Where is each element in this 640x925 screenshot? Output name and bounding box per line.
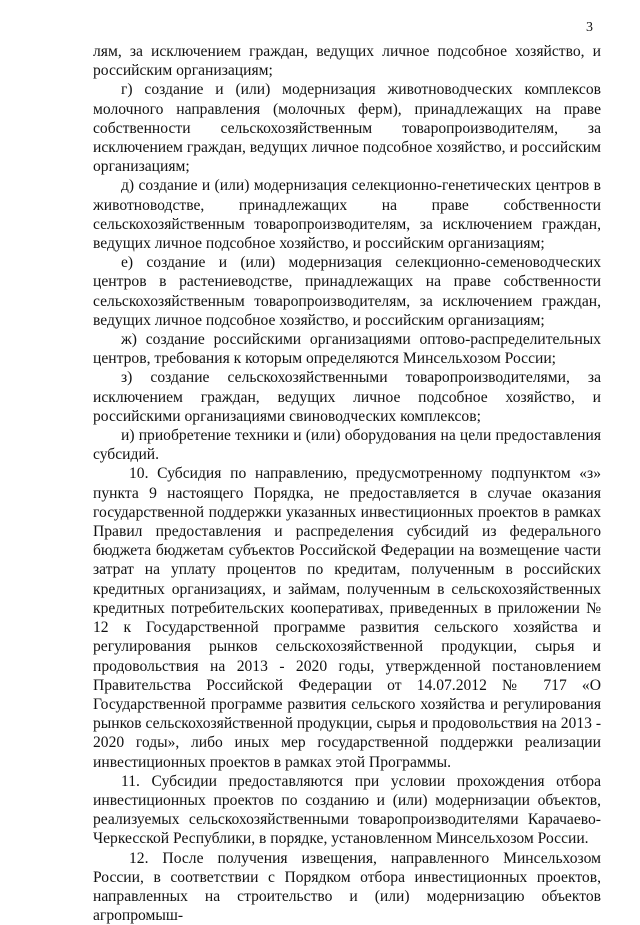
paragraph-item-z: з) создание сельскохозяйственными товаропроизводителями, за исключением граждан, ведущих личное подсобное хозяйство, и российскими организациями свиноводческих комплексов; xyxy=(93,369,601,425)
paragraph-10: 10. Субсидия по направлению, предусмотренному подпунктом «з» пункта 9 настоящего Порядка, не предоставляется в случае оказания государственной поддержки указанных инвестиционных проектов в рамках Правил предоставления и распределения субсидий из федерального бюджета бюджетам субъектов Российской Федерации на возмещение части затрат на уплату процентов по кредитам, полученным в российских кредитных организациях, и займам, полученным в сельскохозяйственных кредитных потребительских кооперативах, приведенных в приложении № 12 к Государственной программе развития сельского хозяйства и регулирования рынков сельскохозяйственной продукции, сырья и продовольствия на 2013 - 2020 годы, утвержденной постановлением Правительства Российской Федерации от 14.07.2012 № 717 «О Государственной программе развития сельского хозяйства и регулирования рынков сельскохозяйственной продукции, сырья и продовольствия на 2013 - 2020 годы», либо иных мер государственной поддержки реализации инвестиционных проектов в рамках этой Программы. xyxy=(93,465,602,771)
paragraph-item-e: е) создание и (или) модернизация селекционно-семеноводческих центров в растениеводстве, принадлежащих на праве собственности сельскохозяйственным товаропроизводителям, за исключением граждан, ведущих личное подсобное хозяйство, и российским организациям; xyxy=(93,254,601,329)
paragraph-11: 11. Субсидии предоставляются при условии прохождения отбора инвестиционных проектов по созданию и (или) модернизации объектов, реализуемых сельскохозяйственными товаропроизводителями Карачаево-Черкесской Республики, в порядке, установленном Минсельхозом России. xyxy=(93,772,601,848)
paragraph-continuation: лям, за исключением граждан, ведущих личное подсобное хозяйство, и российским организациям; xyxy=(93,43,601,80)
paragraph-item-zh: ж) создание российскими организациями оптово-распределительных центров, требования к которым определяются Минсельхозом России; xyxy=(93,331,601,368)
page-number: 3 xyxy=(586,20,593,35)
paragraph-12: 12. После получения извещения, направленного Минсельхозом России, в соответствии с Порядком отбора инвестиционных проектов, направленных на строительство и (или) модернизацию объектов агропромыш- xyxy=(93,849,601,925)
paragraph-item-g: г) создание и (или) модернизация животноводческих комплексов молочного направления (молочных ферм), принадлежащих на праве собственности сельскохозяйственным товаропроизводителям, за исключением граждан, ведущих личное подсобное хозяйство, и российским организациям; xyxy=(93,81,601,176)
paragraph-item-i: и) приобретение техники и (или) оборудования на цели предоставления субсидий. xyxy=(93,427,601,464)
paragraph-item-d: д) создание и (или) модернизация селекционно-генетических центров в животноводстве, принадлежащих на праве собственности сельскохозяйственным товаропроизводителям, за исключением граждан, ведущих личное подсобное хозяйство, и российским организациям; xyxy=(93,177,601,253)
document-body xyxy=(93,42,601,925)
